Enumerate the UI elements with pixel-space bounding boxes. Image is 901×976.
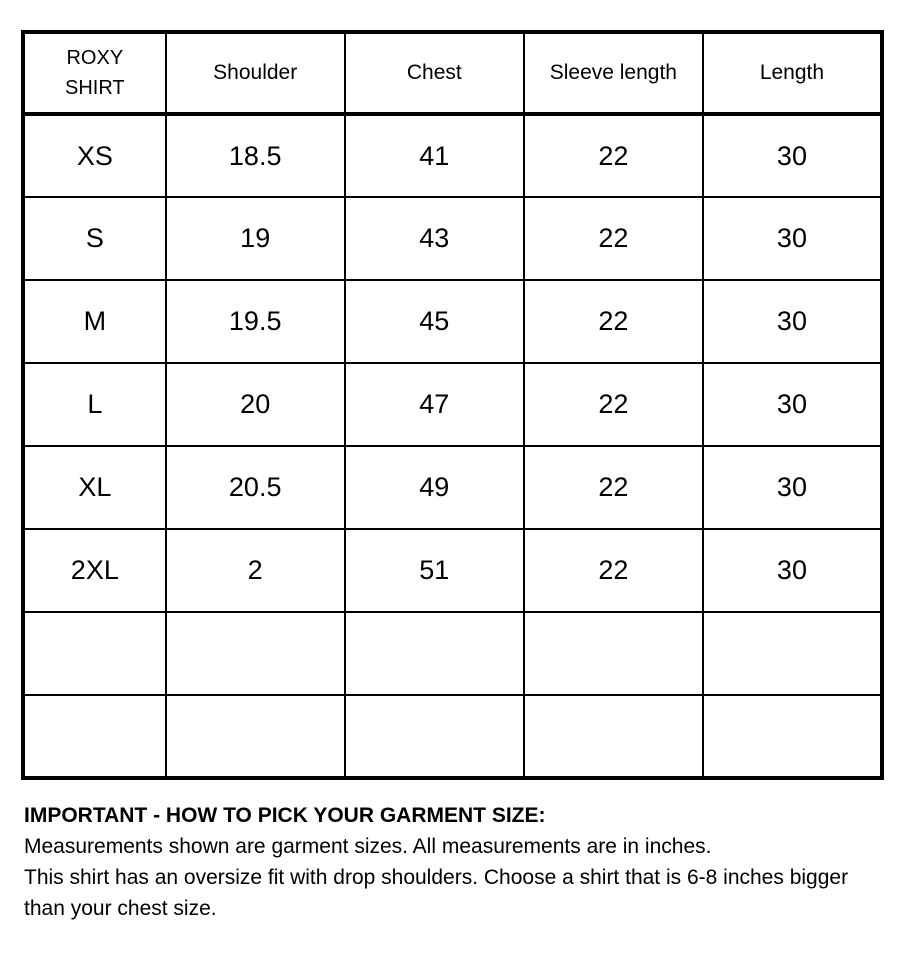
chest-cell: 47	[345, 363, 524, 446]
sleeve-length-cell: 22	[524, 529, 703, 612]
chest-cell: 49	[345, 446, 524, 529]
table-row	[23, 114, 882, 197]
column-header-length: Length	[703, 32, 882, 114]
shoulder-cell: 19.5	[166, 280, 345, 363]
table-row	[23, 612, 882, 695]
length-cell: 30	[703, 114, 882, 197]
chest-cell: 51	[345, 529, 524, 612]
size-notes	[24, 800, 884, 924]
sleeve-length-cell: 22	[524, 363, 703, 446]
size-cell: 2XL	[23, 529, 166, 612]
chest-cell	[345, 695, 524, 778]
chest-cell	[345, 612, 524, 695]
size-chart-table	[21, 30, 884, 780]
chest-cell: 41	[345, 114, 524, 197]
table-row	[23, 695, 882, 778]
shoulder-cell: 20.5	[166, 446, 345, 529]
size-cell	[23, 612, 166, 695]
length-cell: 30	[703, 280, 882, 363]
notes-line-measurements: Measurements shown are garment sizes. All measurements are in inches.	[24, 835, 712, 858]
size-cell: L	[23, 363, 166, 446]
sleeve-length-cell: 22	[524, 280, 703, 363]
length-cell: 30	[703, 197, 882, 280]
corner-line-shirt: SHIRT	[65, 77, 125, 99]
size-cell: XL	[23, 446, 166, 529]
shoulder-cell: 19	[166, 197, 345, 280]
length-cell	[703, 612, 882, 695]
size-cell: XS	[23, 114, 166, 197]
size-cell: S	[23, 197, 166, 280]
sleeve-length-cell: 22	[524, 446, 703, 529]
shoulder-cell: 2	[166, 529, 345, 612]
table-body	[23, 114, 882, 778]
column-header-shoulder: Shoulder	[166, 32, 345, 114]
column-header-chest: Chest	[345, 32, 524, 114]
chest-cell: 43	[345, 197, 524, 280]
shoulder-cell	[166, 695, 345, 778]
column-header-sleeve-length: Sleeve length	[524, 32, 703, 114]
notes-line-fit-advice: This shirt has an oversize fit with drop shoulders. Choose a shirt that is 6-8 inches bigger than your chest size.	[24, 866, 849, 920]
shoulder-cell: 18.5	[166, 114, 345, 197]
table-row	[23, 529, 882, 612]
table-row	[23, 446, 882, 529]
table-row	[23, 197, 882, 280]
table-row	[23, 280, 882, 363]
chest-cell: 45	[345, 280, 524, 363]
size-cell: M	[23, 280, 166, 363]
sleeve-length-cell	[524, 695, 703, 778]
table-corner-label	[23, 32, 166, 114]
length-cell: 30	[703, 529, 882, 612]
corner-line-roxy: ROXY	[66, 47, 124, 69]
shoulder-cell: 20	[166, 363, 345, 446]
sleeve-length-cell: 22	[524, 114, 703, 197]
length-cell: 30	[703, 446, 882, 529]
shoulder-cell	[166, 612, 345, 695]
length-cell	[703, 695, 882, 778]
size-cell	[23, 695, 166, 778]
notes-heading: IMPORTANT - HOW TO PICK YOUR GARMENT SIZE:	[24, 804, 546, 827]
table-row	[23, 363, 882, 446]
length-cell: 30	[703, 363, 882, 446]
sleeve-length-cell: 22	[524, 197, 703, 280]
sleeve-length-cell	[524, 612, 703, 695]
table-header-row	[23, 32, 882, 114]
